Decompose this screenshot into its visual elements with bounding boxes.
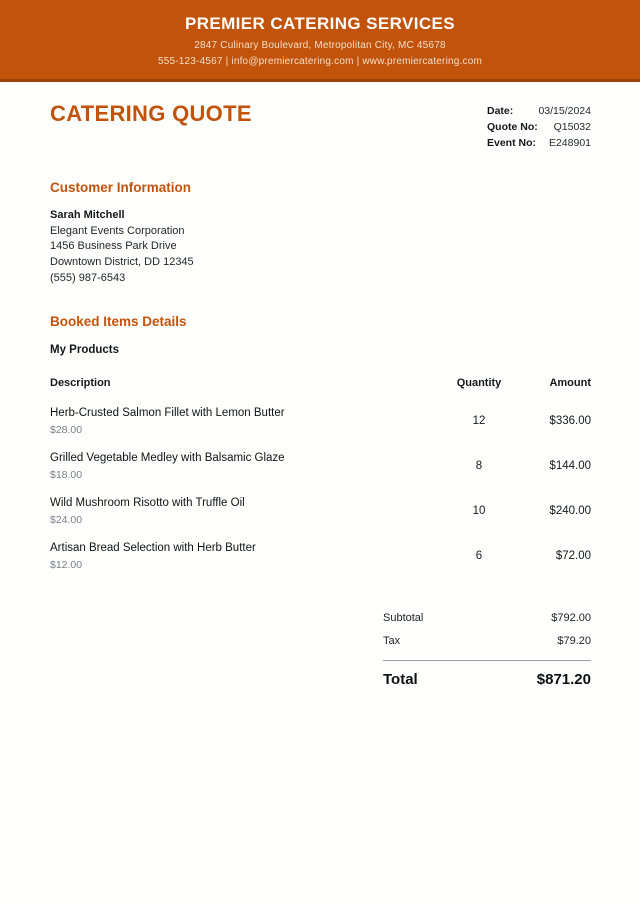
item-amount: $240.00 xyxy=(549,504,591,517)
column-header-description: Description xyxy=(50,376,111,389)
subtotal-value: $792.00 xyxy=(551,612,591,625)
item-unit-price: $24.00 xyxy=(50,513,83,526)
item-title: Wild Mushroom Risotto with Truffle Oil xyxy=(50,496,245,509)
item-quantity: 8 xyxy=(475,459,483,472)
booked-items-heading: Booked Items Details xyxy=(50,313,187,329)
table-row xyxy=(50,451,591,481)
item-quantity: 12 xyxy=(472,414,486,427)
column-header-amount: Amount xyxy=(549,376,591,389)
customer-address-line1: 1456 Business Park Drive xyxy=(50,240,177,253)
company-name: PREMIER CATERING SERVICES xyxy=(184,14,456,33)
quote-meta xyxy=(487,101,591,151)
meta-value-date: 03/15/2024 xyxy=(538,105,591,117)
subtotal-row xyxy=(383,607,591,630)
tax-row xyxy=(383,630,591,653)
products-subheading: My Products xyxy=(50,343,120,356)
item-description-cell xyxy=(50,451,434,481)
meta-value-quote-no: Q15032 xyxy=(553,121,591,133)
table-row xyxy=(50,496,591,526)
item-quantity: 10 xyxy=(472,504,486,517)
table-row xyxy=(50,541,591,571)
item-title: Herb-Crusted Salmon Fillet with Lemon Butter xyxy=(50,406,285,419)
item-amount: $144.00 xyxy=(549,459,591,472)
item-amount: $72.00 xyxy=(555,549,591,562)
total-value: $871.20 xyxy=(536,670,591,688)
title-row xyxy=(50,101,591,151)
item-title: Grilled Vegetable Medley with Balsamic Glaze xyxy=(50,451,285,464)
total-row xyxy=(383,661,591,688)
item-quantity: 6 xyxy=(475,549,483,562)
total-label: Total xyxy=(383,670,418,688)
customer-name: Sarah Mitchell xyxy=(50,209,125,221)
item-title: Artisan Bread Selection with Herb Butter xyxy=(50,541,256,554)
meta-label-quote-no: Quote No: xyxy=(487,121,538,133)
customer-phone: (555) 987-6543 xyxy=(50,271,126,284)
item-unit-price: $28.00 xyxy=(50,423,83,436)
item-unit-price: $18.00 xyxy=(50,468,83,481)
meta-label-event-no: Event No: xyxy=(487,137,537,149)
items-table xyxy=(50,377,591,571)
subtotal-label: Subtotal xyxy=(383,612,424,625)
item-amount: $336.00 xyxy=(549,414,591,427)
table-row xyxy=(50,406,591,436)
customer-information-heading: Customer Information xyxy=(50,180,192,195)
item-description-cell xyxy=(50,406,434,436)
item-description-cell xyxy=(50,496,434,526)
meta-row-event-no xyxy=(487,135,591,151)
meta-row-quote-no xyxy=(487,119,591,135)
items-table-header xyxy=(50,377,591,389)
customer-address-line2: Downtown District, DD 12345 xyxy=(50,256,194,269)
company-header xyxy=(0,0,640,82)
meta-value-event-no: E248901 xyxy=(548,137,591,149)
totals-summary xyxy=(383,607,591,688)
tax-value: $79.20 xyxy=(557,635,591,648)
column-header-quantity: Quantity xyxy=(456,376,502,389)
quote-body xyxy=(0,82,640,688)
tax-label: Tax xyxy=(383,635,401,648)
meta-label-date: Date: xyxy=(487,105,514,117)
company-contact: 555-123-4567 | info@premiercatering.com | www.premiercatering.com xyxy=(157,56,483,67)
meta-row-date xyxy=(487,103,591,119)
page-title: CATERING QUOTE xyxy=(50,101,252,126)
company-address: 2847 Culinary Boulevard, Metropolitan City, MC 45678 xyxy=(194,40,446,51)
customer-company: Elegant Events Corporation xyxy=(50,224,185,237)
item-unit-price: $12.00 xyxy=(50,558,83,571)
item-description-cell xyxy=(50,541,434,571)
